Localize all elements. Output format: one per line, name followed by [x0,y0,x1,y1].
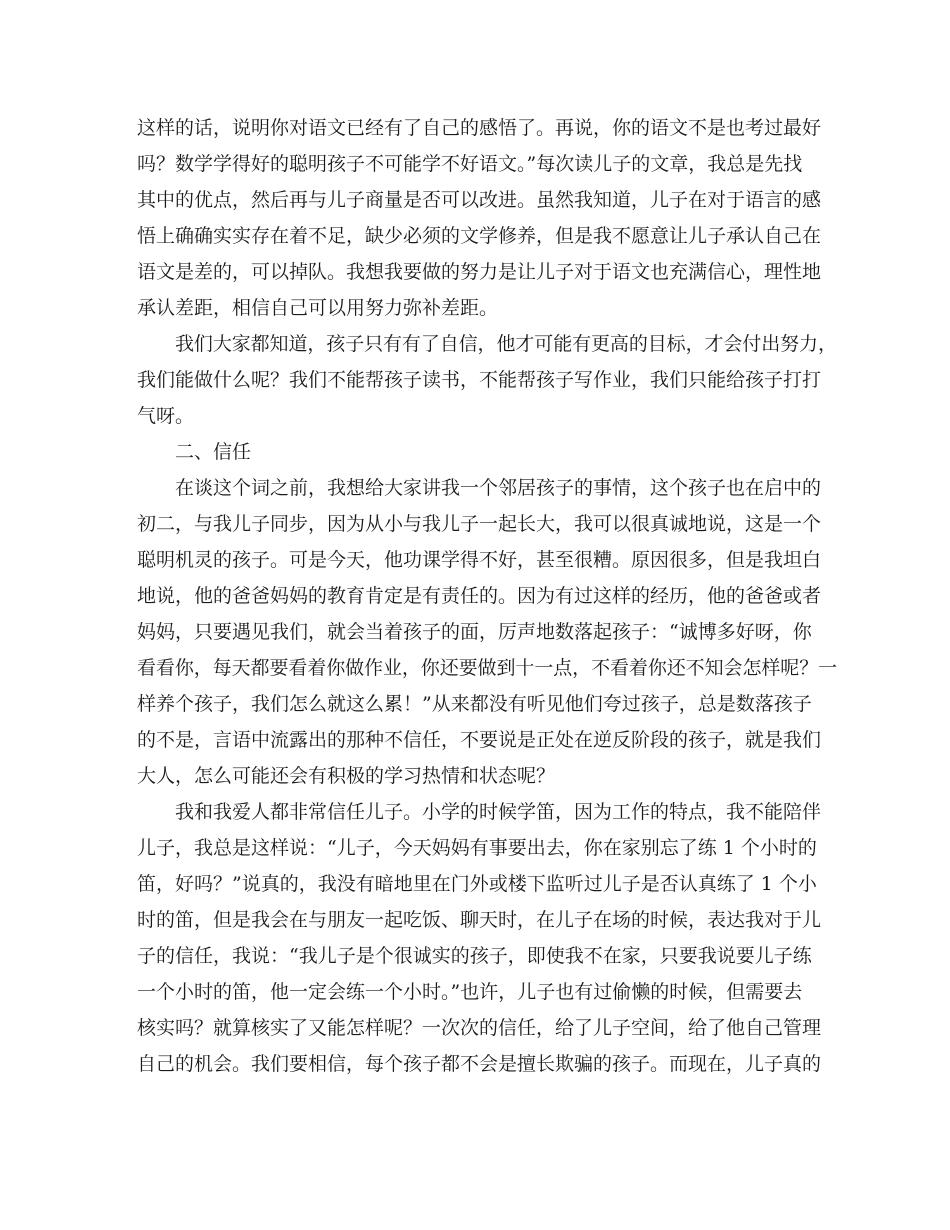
text-line: 样养个孩子，我们怎么就这么累！”从来都没有听见他们夸过孩子，总是数落孩子 [137,693,812,715]
text-line: 吗？数学学得好的聪明孩子不可能学不好语文。”每次读儿子的文章，我总是先找 [137,153,803,175]
paragraph-first-line: 我们大家都知道，孩子只有有了自信，他才可能有更高的目标，才会付出努力， [175,333,837,355]
text-line: 这样的话，说明你对语文已经有了自己的感悟了。再说，你的语文不是也考过最好 [137,117,822,139]
text-line: 气呀。 [137,405,195,427]
text-line: 初二，与我儿子同步，因为从小与我儿子一起长大，我可以很真诚地说，这是一个 [137,513,822,535]
text-line: 子的信任，我说：“我儿子是个很诚实的孩子，即使我不在家，只要我说要儿子练 [137,945,812,967]
text-line: 自己的机会。我们要相信，每个孩子都不会是擅长欺骗的孩子。而现在，儿子真的 [137,1053,822,1075]
text-line: 语文是差的，可以掉队。我想我要做的努力是让儿子对于语文也充满信心，理性地 [137,261,822,283]
paragraph-first-line: 在谈这个词之前，我想给大家讲我一个邻居孩子的事情，这个孩子也在启中的 [175,477,822,499]
text-line: 承认差距，相信自己可以用努力弥补差距。 [137,297,499,319]
text-line: 我们能做什么呢？我们不能帮孩子读书，不能帮孩子写作业，我们只能给孩子打打 [137,369,822,391]
text-line: 聪明机灵的孩子。可是今天，他功课学得不好，甚至很糟。原因很多，但是我坦白 [137,549,822,571]
document-body [137,110,837,1082]
text-line: 核实吗？就算核实了又能怎样呢？一次次的信任，给了儿子空间，给了他自己管理 [137,1017,822,1039]
text-line: 儿子，我总是这样说：“儿子，今天妈妈有事要出去，你在家别忘了练 1 个小时的 [137,837,817,859]
paragraph-first-line: 我和我爱人都非常信任儿子。小学的时候学笛，因为工作的特点，我不能陪伴 [175,801,822,823]
text-line: 笛，好吗？”说真的，我没有暗地里在门外或楼下监听过儿子是否认真练了 1 个小 [137,873,817,895]
text-line: 悟上确确实实存在着不足，缺少必须的文学修养，但是我不愿意让儿子承认自己在 [137,225,822,247]
text-line: 一个小时的笛，他一定会练一个小时。”也许，儿子也有过偷懒的时候，但需要去 [137,981,803,1003]
text-line: 大人，怎么可能还会有积极的学习热情和状态呢？ [137,765,556,787]
paragraph-first-line: 二、信任 [175,441,252,463]
text-line: 妈妈，只要遇见我们，就会当着孩子的面，厉声地数落起孩子：“诚博多好呀，你 [137,621,812,643]
text-line: 地说，他的爸爸妈妈的教育肯定是有责任的。因为有过这样的经历，他的爸爸或者 [137,585,822,607]
text-line: 时的笛，但是我会在与朋友一起吃饭、聊天时，在儿子在场的时候，表达我对于儿 [137,909,822,931]
text-line: 看看你，每天都要看着你做作业，你还要做到十一点，不看着你还不知会怎样呢？一 [137,657,838,679]
text-line: 其中的优点，然后再与儿子商量是否可以改进。虽然我知道，儿子在对于语言的感 [137,189,822,211]
text-line: 的不是，言语中流露出的那种不信任，不要说是正处在逆反阶段的孩子，就是我们 [137,729,822,751]
